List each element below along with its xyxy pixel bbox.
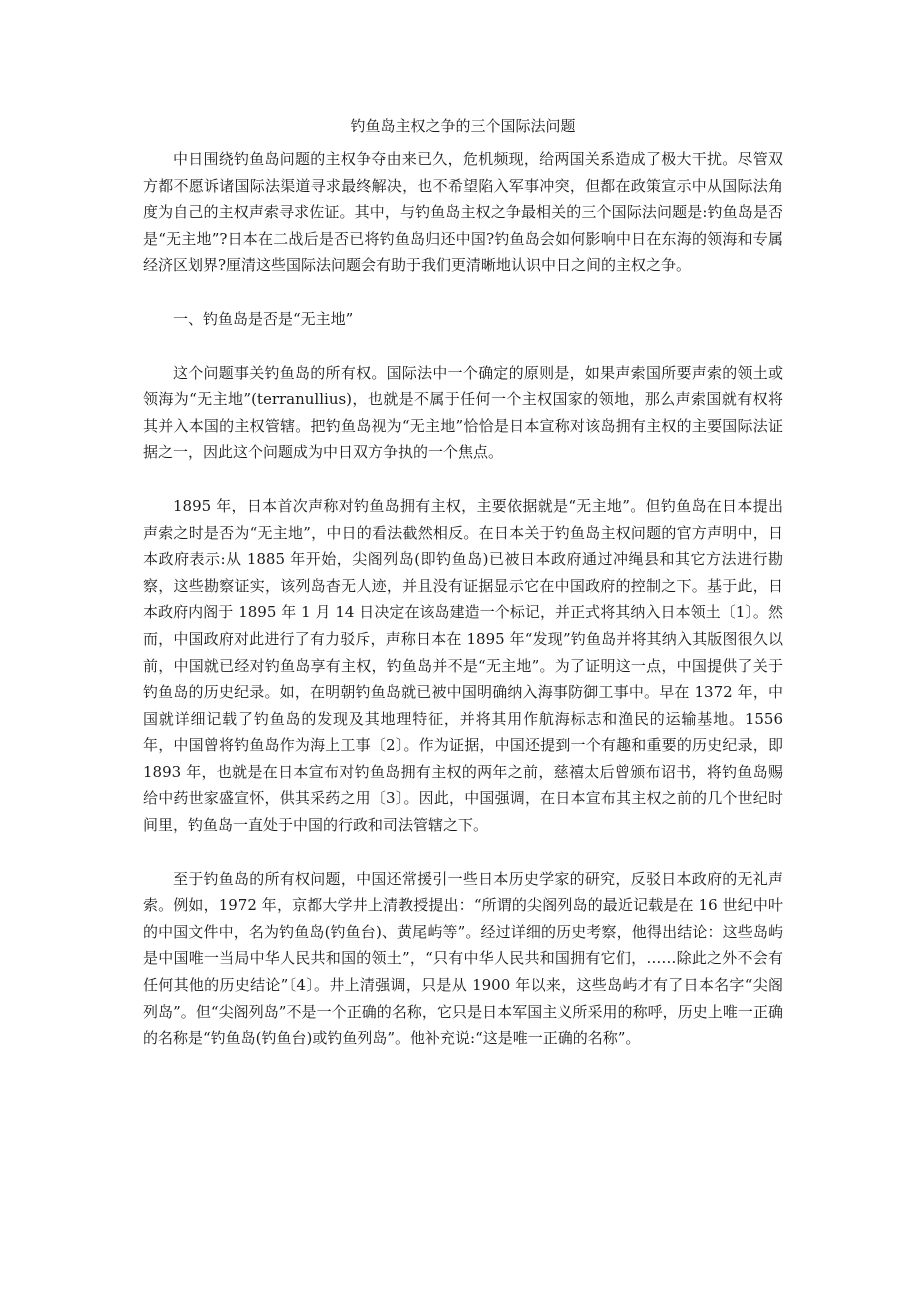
paragraph-gap: [143, 279, 783, 306]
paragraph-1895-claim: 1895 年，日本首次声称对钓鱼岛拥有主权，主要依据就是“无主地”。但钓鱼岛在日本提出声索之时是否为“无主地”，中日的看法截然相反。在日本关于钓鱼岛主权问题的官方声明中，日本政府表示:从 1885 年开始，尖阁列岛(即钓鱼岛)已被日本政府通过冲绳县和其它方法进行勘察，这些勘察证实，该列岛杳无人迹，并且没有证据显示它在中国政府的控制之下。基于此，日本政府内阁于 1895 年 1 月 14 日决定在该岛建造一个标记，并正式将其纳入日本领土〔1〕。然而，中国政府对此进行了有力驳斥，声称日本在 1895 年“发现”钓鱼岛并将其纳入其版图很久以前，中国就已经对钓鱼岛享有主权，钓鱼岛并不是“无主地”。为了证明这一点，中国提供了关于钓鱼岛的历史纪录。如，在明朝钓鱼岛就已被中国明确纳入海事防御工事中。早在 1372 年，中国就详细记载了钓鱼岛的发现及其地理特征，并将其用作航海标志和渔民的运输基地。1556 年，中国曾将钓鱼岛作为海上工事〔2〕。作为证据，中国还提到一个有趣和重要的历史纪录，即 1893 年，也就是在日本宣布对钓鱼岛拥有主权的两年之前，慈禧太后曾颁布诏书，将钓鱼岛赐给中药世家盛宣怀，供其采药之用〔3〕。因此，中国强调，在日本宣布其主权之前的几个世纪时间里，钓鱼岛一直处于中国的行政和司法管辖之下。: [143, 496, 783, 835]
document-title: 钓鱼岛主权之争的三个国际法问题: [350, 117, 576, 135]
paragraph-historians: 至于钓鱼岛的所有权问题，中国还常援引一些日本历史学家的研究，反驳日本政府的无礼声索。例如，1972 年，京都大学井上清教授提出：“所谓的尖阁列岛的最近记载是在 16 世纪中叶的中国文件中，名为钓鱼岛(钓鱼台)、黄尾屿等”。经过详细的历史考察，他得出结论：这些岛屿是中国唯一当局中华人民共和国的领土”，“只有中华人民共和国拥有它们，……除此之外不会有任何其他的历史结论”〔4〕。井上清强调，只是从 1900 年以来，这些岛屿才有了日本名字“尖阁列岛”。但“尖阁列岛”不是一个正确的名称，它只是日本军国主义所采用的称呼，历史上唯一正确的名称是“钓鱼岛(钓鱼台)或钓鱼列岛”。他补充说:“这是唯一正确的名称”。: [143, 869, 783, 1048]
paragraph-gap: [143, 466, 783, 493]
paragraph-gap: [143, 839, 783, 866]
paragraph-gap: [143, 333, 783, 360]
document-page: [143, 112, 783, 1052]
paragraph-terra-nullius: 这个问题事关钓鱼岛的所有权。国际法中一个确定的原则是，如果声索国所要声索的领土或领海为“无主地”(terranullius)，也就是不属于任何一个主权国家的领地，那么声索国就有权将其并入本国的主权管辖。把钓鱼岛视为“无主地”恰恰是日本宣称对该岛拥有主权的主要国际法证据之一，因此这个问题成为中日双方争执的一个焦点。: [143, 363, 783, 462]
section-1-heading: 一、钓鱼岛是否是“无主地”: [173, 309, 354, 328]
intro-paragraph: 中日围绕钓鱼岛问题的主权争夺由来已久，危机频现，给两国关系造成了极大干扰。尽管双方都不愿诉诸国际法渠道寻求最终解决，也不希望陷入军事冲突，但都在政策宣示中从国际法角度为自己的主权声索寻求佐证。其中，与钓鱼岛主权之争最相关的三个国际法问题是:钓鱼岛是否是“无主地”?日本在二战后是否已将钓鱼岛归还中国?钓鱼岛会如何影响中日在东海的领海和专属经济区划界?厘清这些国际法问题会有助于我们更清晰地认识中日之间的主权之争。: [143, 150, 783, 275]
